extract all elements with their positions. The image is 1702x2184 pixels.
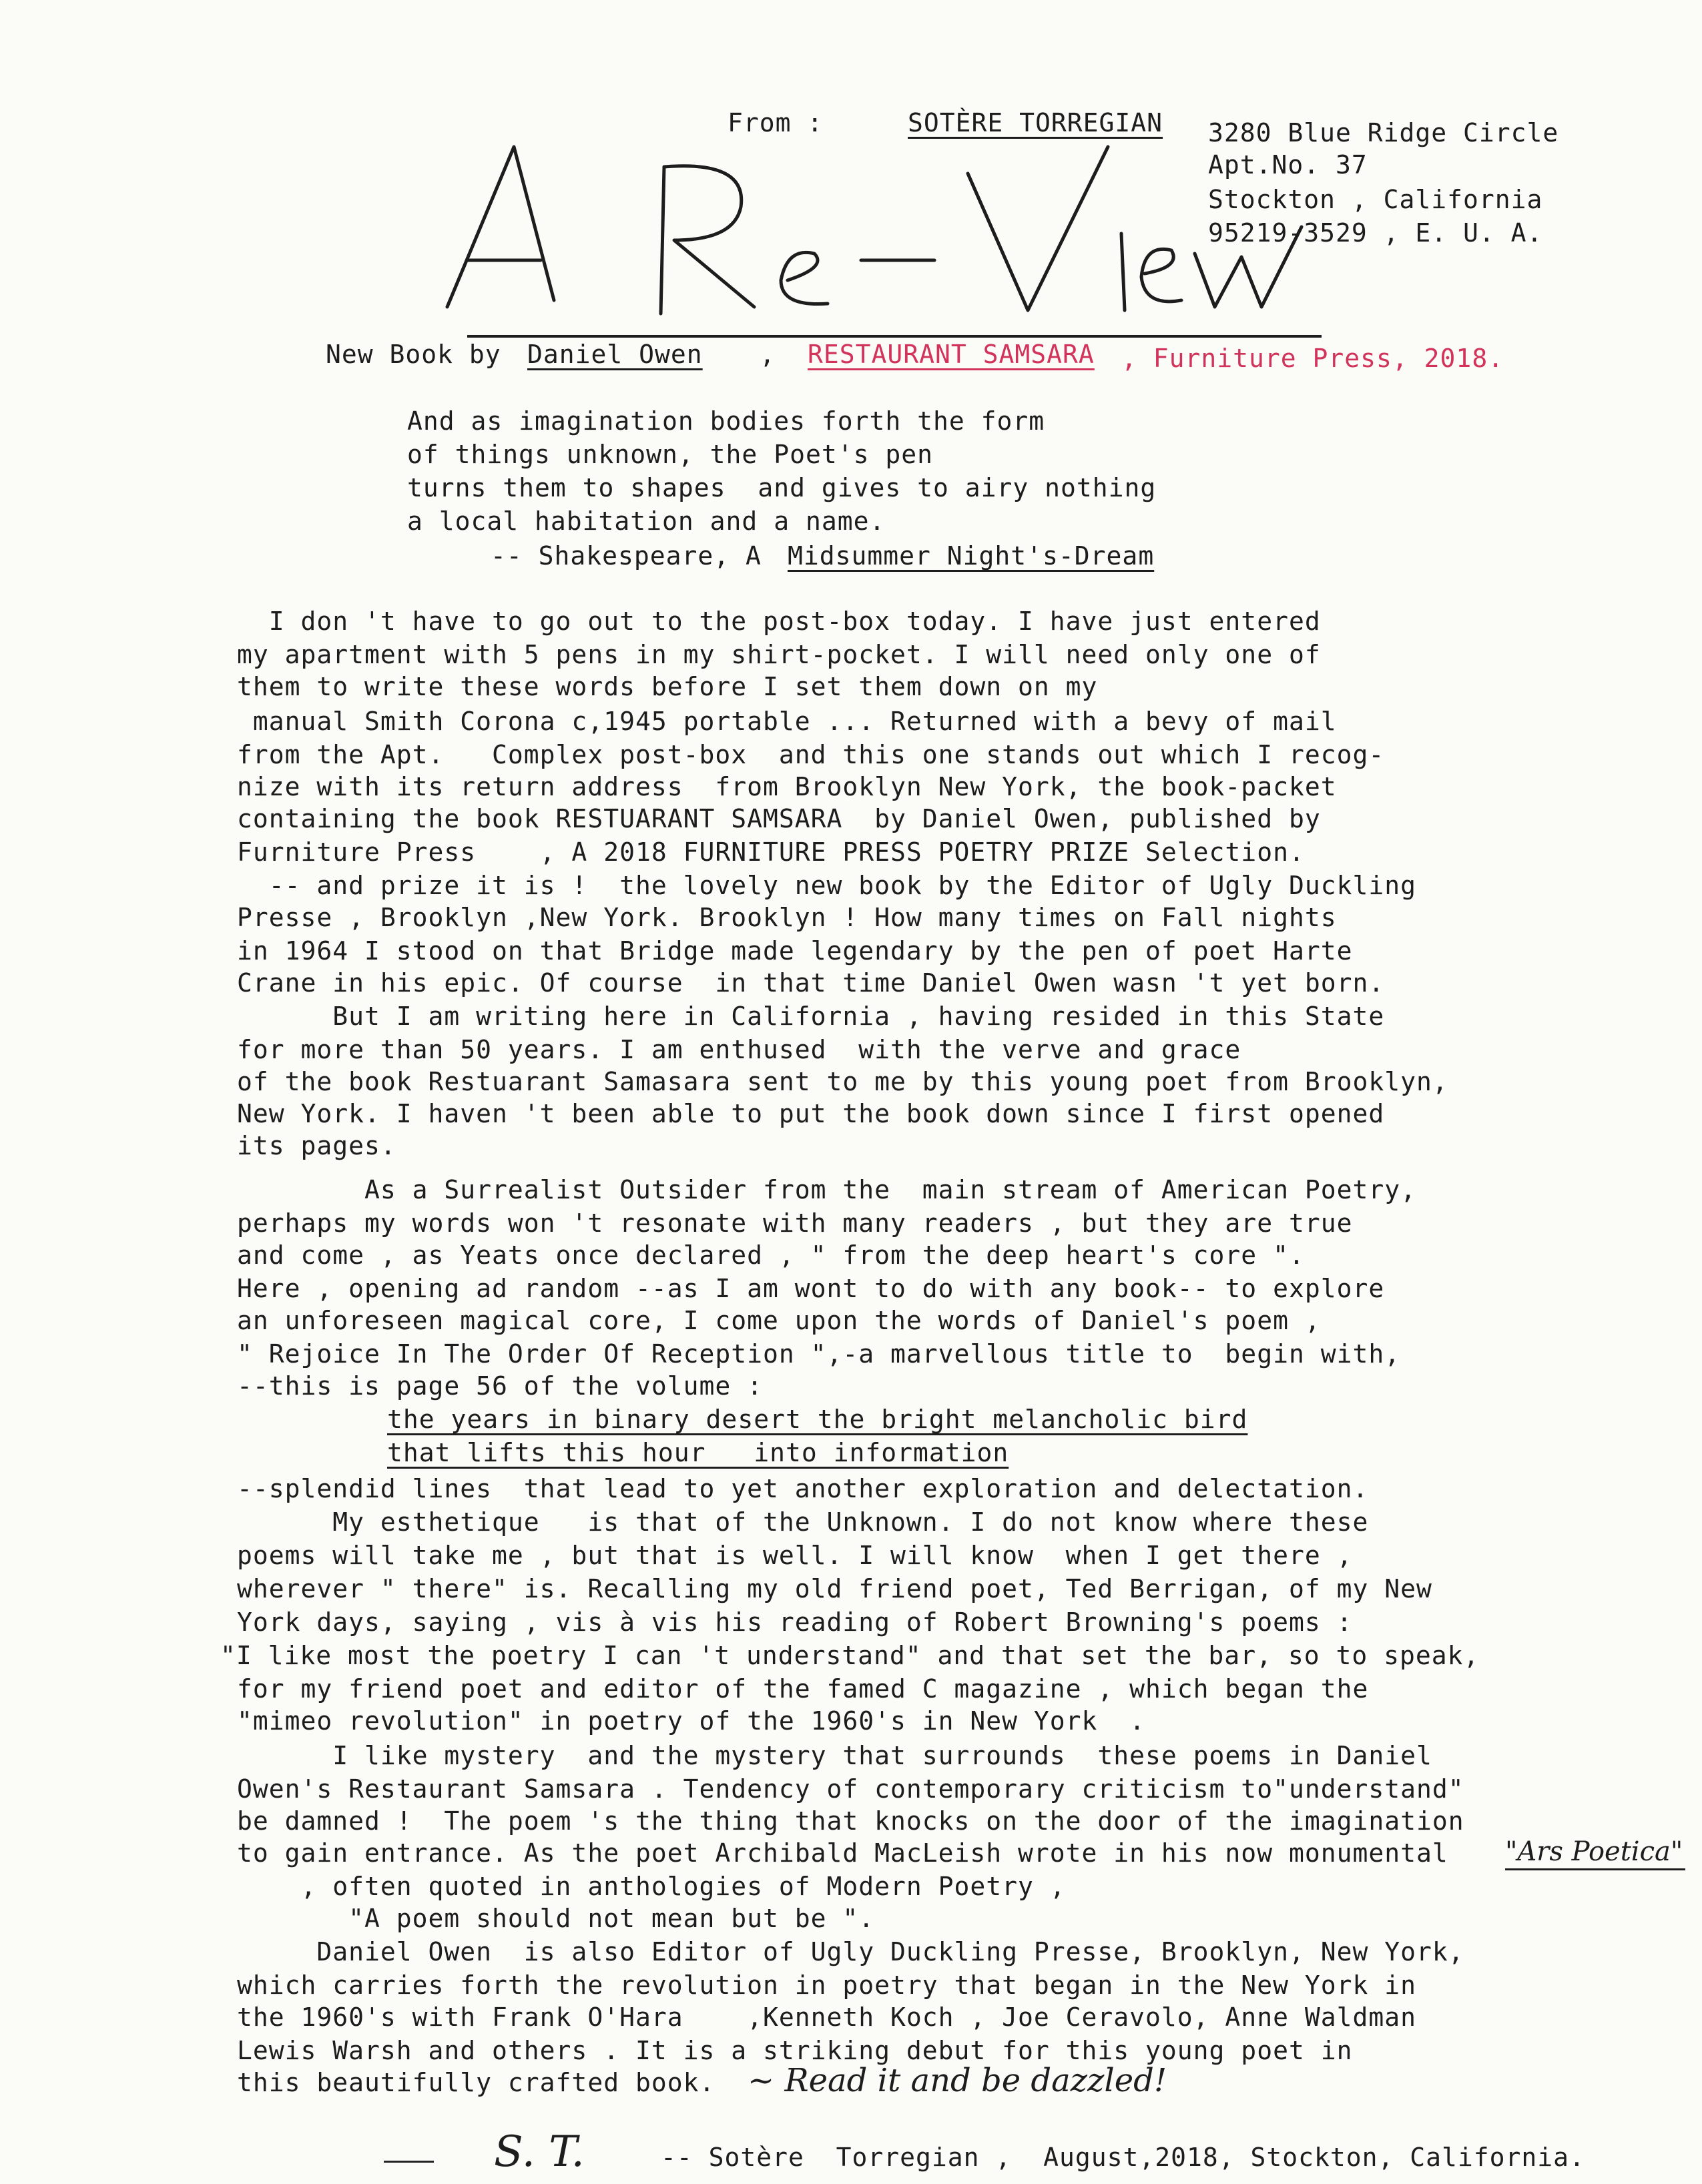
signature-dash bbox=[384, 2161, 434, 2163]
typed-signature: -- Sotère Torregian , August,2018, Stockton, California. bbox=[661, 2143, 1585, 2172]
body-line: to gain entrance. As the poet Archibald MacLeish wrote in his now monumental bbox=[237, 1838, 1448, 1868]
epigraph-line: And as imagination bodies forth the form bbox=[407, 406, 1045, 436]
body-line: in 1964 I stood on that Bridge made legendary by the pen of poet Harte bbox=[237, 936, 1353, 966]
book-line-separator: , bbox=[760, 340, 776, 369]
epigraph-line: turns them to shapes and gives to airy nothing bbox=[407, 473, 1157, 502]
body-line: poems will take me , but that is well. I will know when I get there , bbox=[237, 1541, 1353, 1570]
body-line: from the Apt. Complex post-box and this one stands out which I recog- bbox=[237, 740, 1385, 769]
body-line: this beautifully crafted book. bbox=[237, 2068, 716, 2097]
body-line: my apartment with 5 pens in my shirt-pocket. I will need only one of bbox=[237, 640, 1321, 669]
body-line: "A poem should not mean but be ". bbox=[237, 1904, 875, 1933]
new-book-prefix: New Book by bbox=[326, 340, 501, 369]
poem-quote-line: the years in binary desert the bright melancholic bird bbox=[387, 1405, 1248, 1434]
epigraph-attribution-work: Midsummer Night's-Dream bbox=[788, 541, 1155, 571]
body-line: "I like most the poetry I can 't understand" and that set the bar, so to speak, bbox=[220, 1641, 1480, 1670]
body-line: be damned ! The poem 's the thing that knocks on the door of the imagination bbox=[237, 1806, 1464, 1836]
from-label: From : bbox=[728, 108, 824, 137]
body-line: My esthetique is that of the Unknown. I do not know where these bbox=[237, 1507, 1369, 1537]
poem-quote-line: that lifts this hour into information bbox=[387, 1438, 1009, 1467]
body-line: --this is page 56 of the volume : bbox=[237, 1371, 763, 1401]
body-line: its pages. bbox=[237, 1131, 396, 1160]
body-line: perhaps my words won 't resonate with many readers , but they are true bbox=[237, 1208, 1353, 1238]
body-line: I like mystery and the mystery that surrounds these poems in Daniel bbox=[237, 1741, 1432, 1770]
body-line: Presse , Brooklyn ,New York. Brooklyn ! How many times on Fall nights bbox=[237, 903, 1337, 932]
body-line: of the book Restuarant Samasara sent to me by this young poet from Brooklyn, bbox=[237, 1067, 1448, 1096]
handwritten-title-graphic bbox=[441, 133, 1335, 334]
address-line: Stockton , California bbox=[1208, 185, 1543, 214]
body-line: -- and prize it is ! the lovely new book by the Editor of Ugly Duckling bbox=[237, 871, 1416, 900]
body-line: , often quoted in anthologies of Modern Poetry , bbox=[237, 1872, 1066, 1901]
publisher: , Furniture Press, 2018. bbox=[1121, 344, 1504, 373]
body-line: As a Surrealist Outsider from the main stream of American Poetry, bbox=[237, 1175, 1416, 1204]
body-line: --splendid lines that lead to yet another exploration and delectation. bbox=[237, 1474, 1369, 1503]
body-line: Owen's Restaurant Samsara . Tendency of contemporary criticism to"understand" bbox=[237, 1774, 1464, 1804]
ars-poetica-underline bbox=[1505, 1868, 1685, 1870]
body-line: Daniel Owen is also Editor of Ugly Duckling Presse, Brooklyn, New York, bbox=[237, 1937, 1464, 1966]
body-line: the 1960's with Frank O'Hara ,Kenneth Koch , Joe Ceravolo, Anne Waldman bbox=[237, 2003, 1416, 2032]
body-line: " Rejoice In The Order Of Reception ",-a marvellous title to begin with, bbox=[237, 1339, 1401, 1369]
body-line: which carries forth the revolution in poetry that began in the New York in bbox=[237, 1970, 1416, 2000]
body-line: York days, saying , vis à vis his reading of Robert Browning's poems : bbox=[237, 1607, 1353, 1637]
sender-name: SOTÈRE TORREGIAN bbox=[908, 108, 1163, 137]
title-underline bbox=[467, 335, 1322, 338]
body-line: containing the book RESTUARANT SAMSARA by Daniel Owen, published by bbox=[237, 804, 1321, 833]
body-line: Lewis Warsh and others . It is a striking debut for this young poet in bbox=[237, 2036, 1353, 2065]
book-title: RESTAURANT SAMSARA bbox=[808, 340, 1095, 369]
body-line: Furniture Press , A 2018 FURNITURE PRESS POETRY PRIZE Selection. bbox=[237, 837, 1305, 867]
handwritten-initials: S. T. bbox=[494, 2127, 585, 2177]
handwritten-closing-note: ~ Read it and be dazzled! bbox=[748, 2062, 1167, 2099]
body-line: Here , opening ad random --as I am wont to do with any book-- to explore bbox=[237, 1274, 1385, 1303]
body-line: an unforeseen magical core, I come upon the words of Daniel's poem , bbox=[237, 1306, 1321, 1335]
body-line: Crane in his epic. Of course in that time Daniel Owen wasn 't yet born. bbox=[237, 968, 1385, 998]
handwritten-ars-poetica: "Ars Poetica" bbox=[1505, 1836, 1683, 1867]
body-line: But I am writing here in California , having resided in this State bbox=[237, 1002, 1385, 1031]
body-line: I don 't have to go out to the post-box today. I have just entered bbox=[237, 607, 1321, 636]
body-line: manual Smith Corona c,1945 portable ... Returned with a bevy of mail bbox=[237, 707, 1337, 736]
author-name: Daniel Owen bbox=[527, 340, 703, 369]
address-line: 3280 Blue Ridge Circle bbox=[1208, 118, 1559, 147]
body-line: nize with its return address from Brooklyn New York, the book-packet bbox=[237, 772, 1337, 801]
body-line: them to write these words before I set them down on my bbox=[237, 672, 1098, 701]
body-line: and come , as Yeats once declared , " from the deep heart's core ". bbox=[237, 1240, 1305, 1270]
epigraph-line: a local habitation and a name. bbox=[407, 506, 886, 536]
address-line: 95219-3529 , E. U. A. bbox=[1208, 218, 1543, 248]
address-line: Apt.No. 37 bbox=[1208, 150, 1368, 179]
body-line: "mimeo revolution" in poetry of the 1960's in New York . bbox=[237, 1706, 1146, 1736]
epigraph-attribution-prefix: -- Shakespeare, A bbox=[491, 541, 762, 571]
body-line: New York. I haven 't been able to put the book down since I first opened bbox=[237, 1099, 1385, 1128]
body-line: wherever " there" is. Recalling my old friend poet, Ted Berrigan, of my New bbox=[237, 1574, 1432, 1603]
body-line: for more than 50 years. I am enthused with the verve and grace bbox=[237, 1035, 1241, 1064]
body-line: for my friend poet and editor of the famed C magazine , which began the bbox=[237, 1674, 1369, 1704]
epigraph-line: of things unknown, the Poet's pen bbox=[407, 440, 933, 469]
